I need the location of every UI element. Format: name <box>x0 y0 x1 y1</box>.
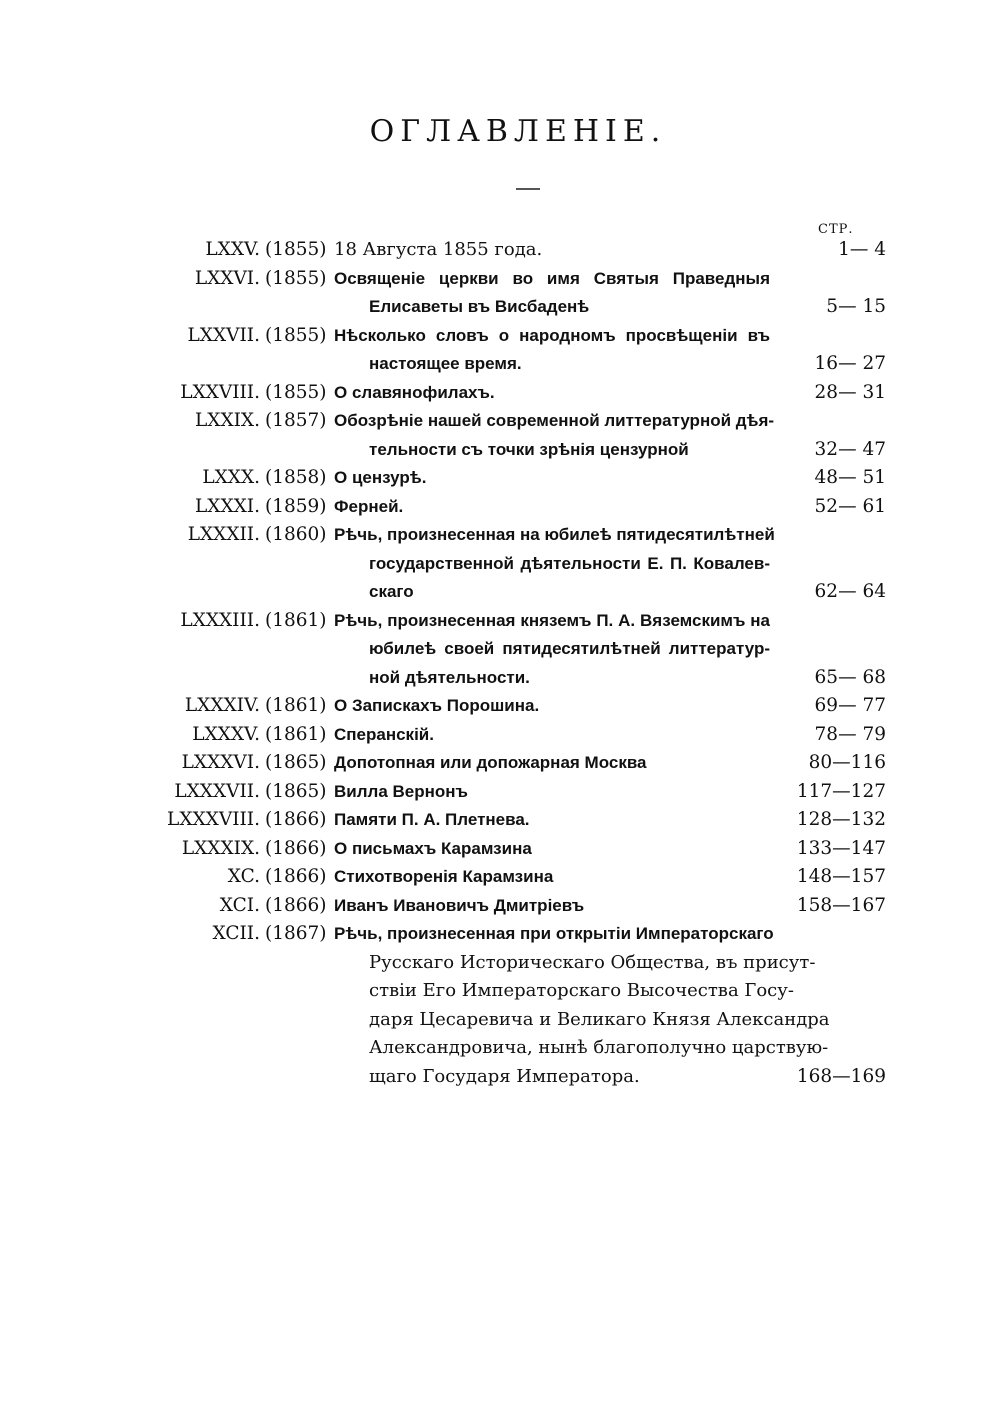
toc-entry-line <box>0 493 1000 522</box>
toc-entry-line <box>0 949 1000 978</box>
entry-pages: 69— 77 <box>814 695 886 716</box>
toc-entry-line <box>0 265 1000 294</box>
toc-entry <box>0 721 1000 750</box>
entry-year: (1866) <box>265 894 327 916</box>
toc-entry <box>0 920 1000 1091</box>
toc-entry-line <box>0 721 1000 750</box>
entry-title: Александровича, нынѣ благополучно царствую- <box>369 1037 829 1058</box>
entry-pages: 52— 61 <box>814 495 886 517</box>
entry-year: (1866) <box>265 809 327 830</box>
entry-title: государственной дѣятельности Е. П. Ковалев- <box>369 553 770 573</box>
toc-entry-line <box>0 1006 1000 1035</box>
toc-entry <box>0 607 1000 693</box>
entry-title: О Запискахъ Порошина. <box>334 696 540 715</box>
entry-title: ной дѣятельности. <box>369 667 530 687</box>
entry-pages: 148—157 <box>796 866 886 887</box>
entry-number: XCI. <box>219 894 260 916</box>
entry-number: LXXXIX. <box>181 837 260 859</box>
toc-entry-line <box>0 1063 1000 1092</box>
entry-title: Стихотворенія Карамзина <box>334 867 554 886</box>
entry-title: Рѣчь, произнесенная княземъ П. А. Вяземскимъ на <box>334 610 770 630</box>
entry-number: LXXX. <box>202 467 260 488</box>
toc-entry <box>0 806 1000 835</box>
toc-entry <box>0 265 1000 322</box>
entry-title: настоящее время. <box>369 354 522 373</box>
toc-entry-line <box>0 1034 1000 1063</box>
entry-number: LXXVI. <box>194 267 260 289</box>
toc-entry-line <box>0 236 1000 265</box>
entry-title: Памяти П. А. Плетнева. <box>334 810 530 829</box>
entry-title: Рѣчь, произнесенная на юбилеѣ пятидесятилѣтней <box>334 525 775 544</box>
toc-entry-line <box>0 664 1000 693</box>
entry-title: тельности съ точки зрѣнія цензурной <box>369 439 689 459</box>
entry-pages: 48— 51 <box>814 467 886 488</box>
entry-title: О славянофилахъ. <box>334 382 495 402</box>
entry-year: (1859) <box>265 495 327 517</box>
toc-entry <box>0 322 1000 379</box>
entry-year: (1865) <box>265 780 327 802</box>
toc-entry-line <box>0 322 1000 351</box>
toc-entry <box>0 464 1000 493</box>
toc-entry <box>0 379 1000 408</box>
entry-year: (1860) <box>265 524 327 545</box>
entry-number: LXXV. <box>205 239 260 260</box>
entry-number: LXXXVI. <box>181 752 260 773</box>
toc-entry <box>0 493 1000 522</box>
toc-entry <box>0 749 1000 778</box>
entry-number: LXXVIII. <box>180 381 260 403</box>
toc-entry-line <box>0 635 1000 664</box>
toc-entry-line <box>0 293 1000 322</box>
entry-year: (1858) <box>265 467 327 488</box>
entry-title: даря Цесаревича и Великаго Князя Александра <box>369 1008 830 1030</box>
entry-year: (1866) <box>265 866 327 887</box>
entry-number: LXXXIV. <box>184 695 260 716</box>
toc-entry <box>0 236 1000 265</box>
entry-title: Вилла Вернонъ <box>334 781 468 801</box>
entry-year: (1861) <box>265 609 327 631</box>
toc-entry-line <box>0 550 1000 579</box>
entry-pages: 128—132 <box>796 809 886 830</box>
entry-title: Сперанскій. <box>334 724 434 744</box>
entry-year: (1855) <box>265 239 327 260</box>
toc-entry <box>0 692 1000 721</box>
toc-entry-line <box>0 407 1000 436</box>
page-title: ОГЛАВЛЕНІЕ. <box>369 114 667 149</box>
entry-number: LXXXIII. <box>180 609 260 631</box>
entry-year: (1866) <box>265 837 327 859</box>
entry-title: юбилеѣ своей пятидесятилѣтней литтератур- <box>369 639 770 658</box>
entry-number: LXXXII. <box>187 524 260 545</box>
entry-number: LXXXI. <box>195 495 260 517</box>
toc-entry-line <box>0 607 1000 636</box>
entry-pages: 117—127 <box>796 780 886 802</box>
toc-entry-line <box>0 464 1000 493</box>
toc-entry-line <box>0 379 1000 408</box>
entry-year: (1855) <box>265 267 327 289</box>
entry-year: (1857) <box>265 410 327 431</box>
entry-title: Рѣчь, произнесенная при открытіи Императорскаго <box>334 924 774 943</box>
entry-title: Нѣсколько словъ о народномъ просвѣщеніи въ <box>334 325 770 345</box>
toc-entry-line <box>0 436 1000 465</box>
entry-pages: 28— 31 <box>814 381 886 403</box>
table-of-contents <box>0 236 1000 1091</box>
entry-pages: 62— 64 <box>814 581 886 602</box>
entry-title: щаго Государя Императора. <box>369 1065 640 1087</box>
entry-title: Русскаго Историческаго Общества, въ присут- <box>369 951 816 973</box>
toc-entry-line <box>0 835 1000 864</box>
entry-year: (1867) <box>265 923 327 944</box>
entry-pages: 78— 79 <box>814 723 886 745</box>
entry-pages: 65— 68 <box>814 666 886 688</box>
entry-pages: 16— 27 <box>814 353 886 374</box>
entry-pages: 1— 4 <box>838 239 886 260</box>
toc-entry-line <box>0 521 1000 550</box>
toc-entry <box>0 835 1000 864</box>
entry-pages: 5— 15 <box>826 296 886 317</box>
toc-entry-line <box>0 977 1000 1006</box>
entry-title: Допотопная или допожарная Москва <box>334 753 647 772</box>
entry-number: XCII. <box>212 923 260 944</box>
entry-title: Иванъ Ивановичъ Дмитріевъ <box>334 895 585 915</box>
toc-entry <box>0 778 1000 807</box>
entry-year: (1861) <box>265 723 327 745</box>
entry-year: (1855) <box>265 324 327 346</box>
toc-entry-line <box>0 892 1000 921</box>
entry-year: (1865) <box>265 752 327 773</box>
entry-pages: 32— 47 <box>814 438 886 460</box>
entry-title: Обозрѣніе нашей современной литтературной дѣя- <box>334 411 775 430</box>
entry-title: скаго <box>369 582 414 601</box>
toc-entry-line <box>0 863 1000 892</box>
entry-pages: 133—147 <box>796 837 886 859</box>
pages-column-header: СТР. <box>818 222 854 237</box>
toc-entry-line <box>0 778 1000 807</box>
entry-number: XC. <box>227 866 260 887</box>
entry-title: О цензурѣ. <box>334 468 427 487</box>
entry-pages: 158—167 <box>796 894 886 916</box>
entry-title: 18 Августа 1855 года. <box>334 239 543 260</box>
toc-entry-line <box>0 350 1000 379</box>
toc-entry <box>0 892 1000 921</box>
entry-pages: 80—116 <box>808 752 886 773</box>
toc-entry-line <box>0 578 1000 607</box>
entry-title: Елисаветы въ Висбаденѣ <box>369 297 590 316</box>
entry-pages: 168—169 <box>796 1065 886 1087</box>
entry-year: (1861) <box>265 695 327 716</box>
toc-entry-line <box>0 749 1000 778</box>
toc-entry-line <box>0 920 1000 949</box>
title-divider <box>516 188 540 190</box>
entry-number: LXXXVII. <box>174 780 260 802</box>
entry-title: Ферней. <box>334 496 404 516</box>
toc-entry <box>0 407 1000 464</box>
toc-entry <box>0 521 1000 607</box>
entry-number: LXXXVIII. <box>167 809 260 830</box>
entry-number: LXXXV. <box>192 723 260 745</box>
entry-title: О письмахъ Карамзина <box>334 838 532 858</box>
entry-number: LXXIX. <box>195 410 260 431</box>
entry-title: ствіи Его Императорскаго Высочества Госу- <box>369 980 794 1001</box>
entry-title: Освященіе церкви во имя Святыя Праведныя <box>334 268 770 288</box>
toc-entry-line <box>0 692 1000 721</box>
toc-entry-line <box>0 806 1000 835</box>
entry-number: LXXVII. <box>187 324 260 346</box>
toc-entry <box>0 863 1000 892</box>
entry-year: (1855) <box>265 381 327 403</box>
